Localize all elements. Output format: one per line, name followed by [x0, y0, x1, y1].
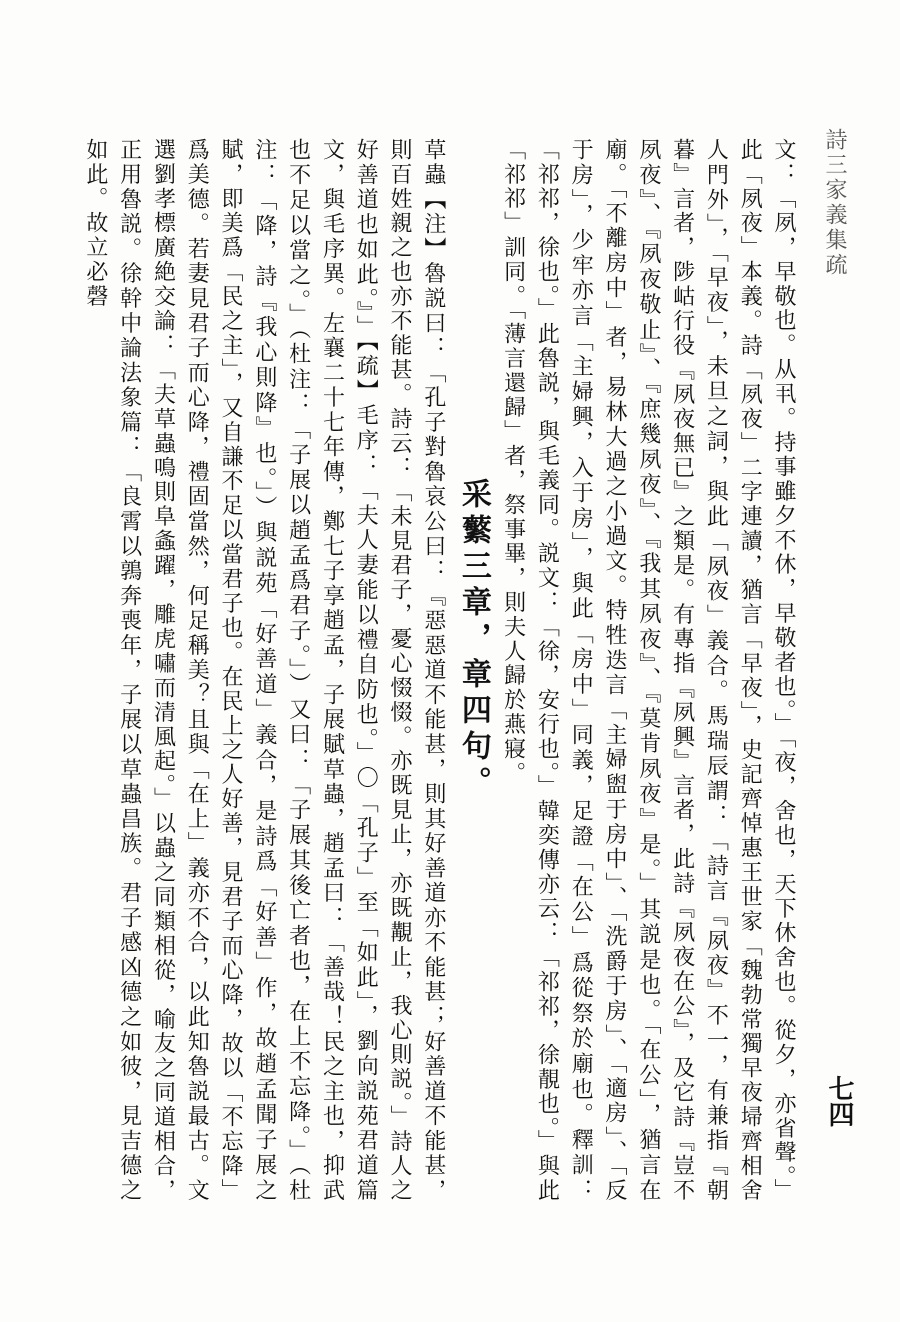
- running-head: 詩三家義集疏: [822, 128, 847, 278]
- page-number: 七四: [824, 1075, 854, 1127]
- paragraph-commentary: 文：「夙，早敬也。从丮。持事雖夕不休，早敬者也。」「夜，舍也，天下休舍也。從夕，亦省聲。」此「夙夜」本義。詩「夙夜」二字連讀，猶言「早夜」，史記齊悼惠王世家「魏勃常獨早夜埽齊相舍人門外」，「早夜」，未旦之詞，與此「夙夜」義合。馬瑞辰謂：「詩言『夙夜』不一，有兼指『朝暮』言者，陟岵行役『夙夜無已』之類是。有專指『夙興』言者，此詩『夙夜在公』，及它詩『豈不夙夜』、『夙夜敬止』、『庶幾夙夜』、『我其夙夜』、『莫肯夙夜』是。」其説是也。「在公」，猶言在廟。「不離房中」者，易林大過之小過文。特牲迭言「主婦盥于房中」、「洗爵于房」、「適房」、「反于房」，少牢亦言「主婦興，入于房」，與此「房中」同義，足證「在公」爲從祭於廟也。釋訓：「祁祁，徐也。」此魯説，與毛義同。説文：「徐，安行也。」韓奕傳亦云：「祁祁，徐靚也。」與此「祁祁」訓同。「薄言還歸」者，祭事畢，則夫人歸於燕寢。: [500, 138, 796, 1203]
- paragraph-caochong: 草蟲【注】魯説曰：「孔子對魯哀公曰：『惡惡道不能甚，則其好善道亦不能甚；好善道不能甚，則百姓親之也亦不能甚。詩云：「未見君子，憂心惙惙。亦既見止，亦既覯止，我心則説。」詩人之好善道也如此。』」【疏】毛序：「夫人妻能以禮自防也。」〇「孔子」至「如此」，劉向説苑君道篇文，與毛序異。左襄二十七年傳，鄭七子享趙孟，子展賦草蟲，趙孟曰：「善哉！民之主也，抑武也不足以當之。」（杜注：「子展以趙孟爲君子。」）又曰：「子展其後亡者也，在上不忘降。」（杜注：「降，詩『我心則降』也。」）與説苑「好善道」義合，是詩爲「好善」作，故趙孟聞子展之賦，即美爲「民之主」，又自謙不足以當君子也。在民上之人好善，見君子而心降，故以「不忘降」爲美德。若妻見君子而心降，禮固當然，何足稱美？且與「在上」義亦不合，以此知魯説最古。文選劉孝標廣絶交論：「夫草蟲鳴則阜螽躍，雕虎嘯而清風起。」以蟲之同類相從，喻友之同道相合，正用魯説。徐幹中論法象篇：「良霄以鶉奔喪年，子展以草蟲昌族。君子感凶德之如彼，見吉德之如此。故立必磬: [82, 138, 446, 1203]
- section-heading: 采蘩三章，章四句。: [455, 478, 491, 802]
- main-text: [82, 138, 800, 1203]
